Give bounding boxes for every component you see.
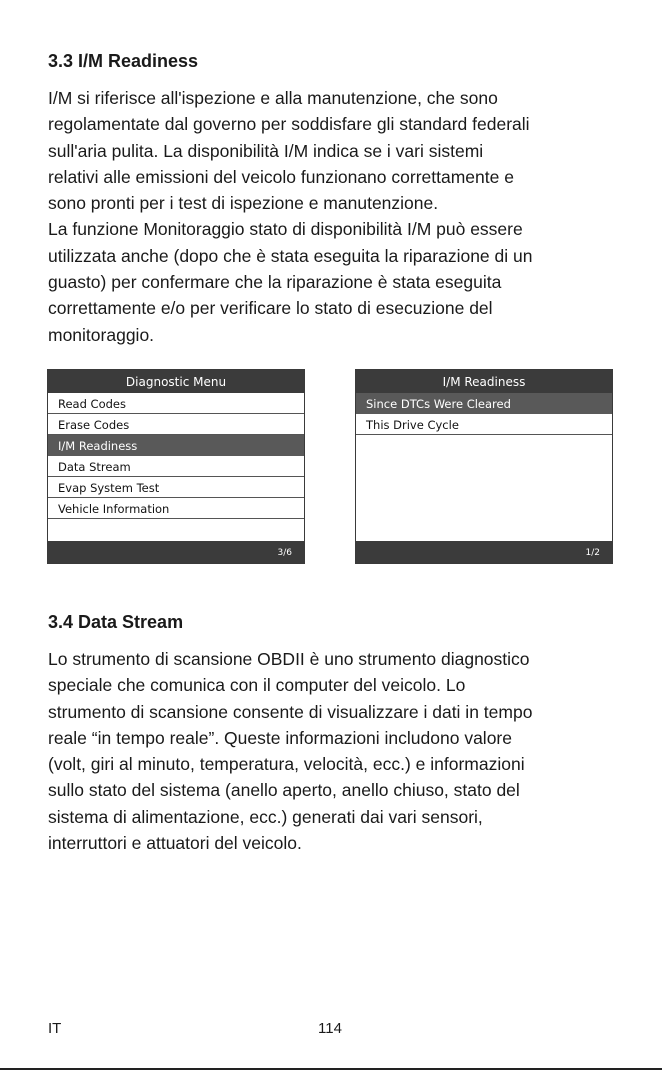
footer-page-number: 114 [318, 1020, 342, 1037]
menu-item-data-stream[interactable]: Data Stream [48, 456, 304, 477]
im-readiness-screen [355, 369, 613, 564]
menu-item-since-dtcs-cleared[interactable]: Since DTCs Were Cleared [356, 393, 612, 414]
menu-item-evap-system-test[interactable]: Evap System Test [48, 477, 304, 498]
menu-list [48, 393, 304, 519]
data-stream-paragraph: Lo strumento di scansione OBDII è uno strumento diagnostico speciale che comunica con il computer del veicolo. Lo strumento di scansione consente di visualizzare i dati in tempo reale “in tempo reale”. Queste informazioni includono valore (volt, giri al minuto, temperatura, velocità, ecc.) e informazioni sullo stato del sistema (anello aperto, anello chiuso, stato del sistema di alimentazione, ecc.) generati dai vari sensori, interruttori e attuatori del veicolo. [48, 649, 533, 854]
menu-list [356, 393, 612, 435]
diagnostic-menu-screen [47, 369, 305, 564]
screen-title: I/M Readiness [356, 370, 612, 393]
menu-item-this-drive-cycle[interactable]: This Drive Cycle [356, 414, 612, 435]
screen-title: Diagnostic Menu [48, 370, 304, 393]
menu-item-im-readiness[interactable]: I/M Readiness [48, 435, 304, 456]
bottom-rule [0, 1068, 662, 1070]
page-indicator: 1/2 [356, 541, 612, 563]
footer-language: IT [48, 1020, 62, 1037]
menu-item-read-codes[interactable]: Read Codes [48, 393, 304, 414]
section-title-data-stream: 3.4 Data Stream [48, 612, 184, 632]
page-indicator: 3/6 [48, 541, 304, 563]
menu-item-erase-codes[interactable]: Erase Codes [48, 414, 304, 435]
im-readiness-paragraph: I/M si riferisce all'ispezione e alla manutenzione, che sono regolamentate dal governo per soddisfare gli standard federali sull'aria pulita. La disponibilità I/M indica se i vari sistemi relativi alle emissioni del veicolo funzionano correttamente e sono pronti per i test di ispezione e manutenzione. La funzione Monitoraggio stato di disponibilità I/M può essere utilizzata anche (dopo che è stata eseguita la riparazione di un guasto) per confermare che la riparazione è stata eseguita correttamente e/o per verificare lo stato di esecuzione del monitoraggio. [48, 88, 533, 345]
menu-item-vehicle-information[interactable]: Vehicle Information [48, 498, 304, 519]
section-title-im-readiness: 3.3 I/M Readiness [48, 51, 199, 71]
